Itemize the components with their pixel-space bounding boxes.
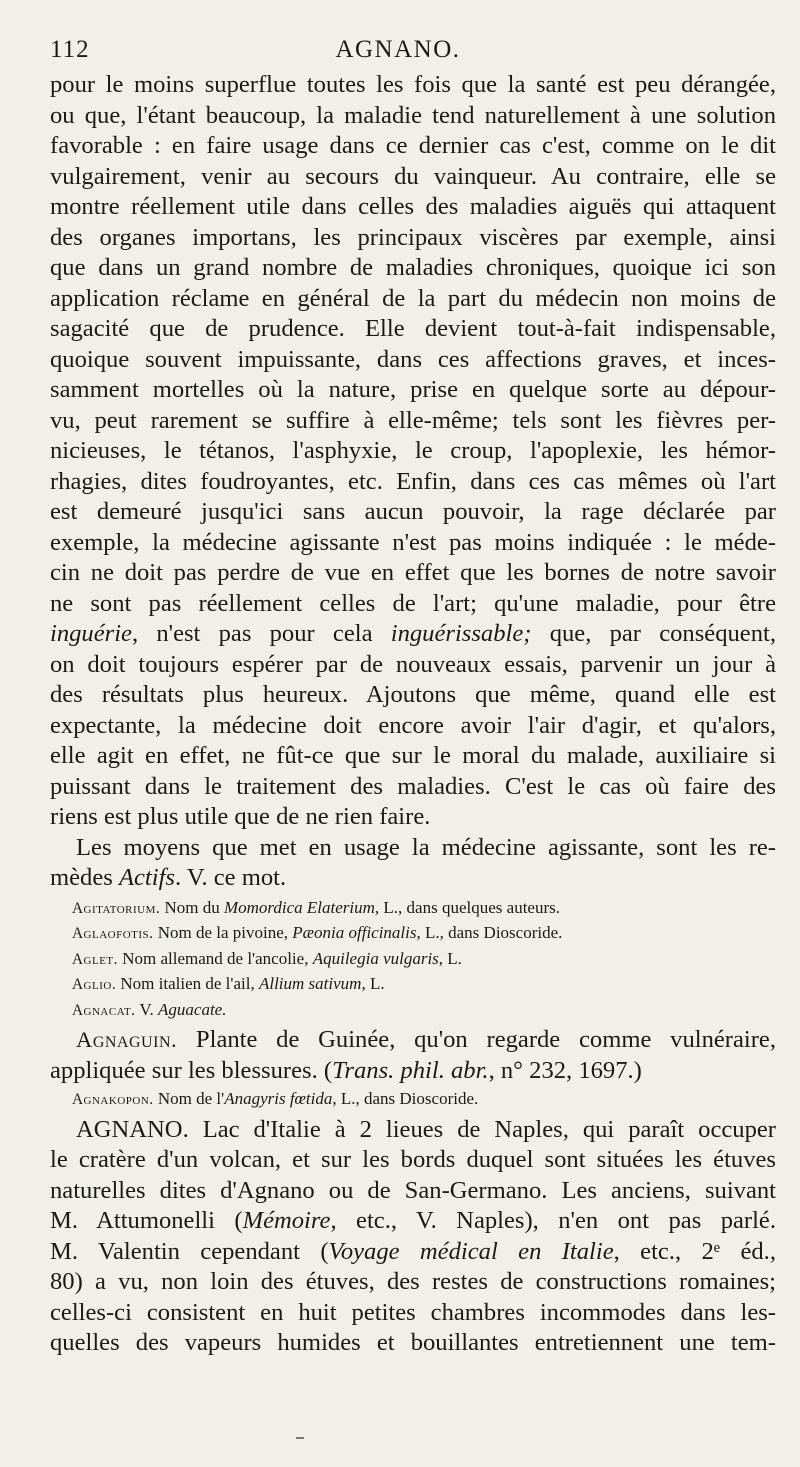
paragraph-1-line: inguérie, n'est pas pour cela inguérissable; que, par conséquent, — [50, 620, 776, 647]
agnaguin-entry-line-1: Agnaguin. Plante de Guinée, qu'on regarde comme vulnéraire, — [76, 1026, 776, 1053]
agnano-line-5: M. Valentin cependant (Voyage médical en Italie, etc., 2ᵉ éd., — [50, 1237, 776, 1265]
glossary-entry: Aglet. Nom allemand de l'ancolie, Aquilegia vulgaris, L. — [72, 948, 462, 968]
paragraph-1-line: vu, peut rarement se suffire à elle-même; tels sont les fièvres per- — [50, 406, 776, 434]
paragraph-1-line: riens est plus utile que de ne rien faire. — [50, 803, 431, 830]
paragraph-1-line: des résultats plus heureux. Ajoutons que même, quand elle est — [50, 681, 776, 708]
agnakopon-entry: Agnakopon. Nom de l'Anagyris fœtida, L., dans Dioscoride. — [72, 1089, 479, 1108]
glossary-entry: Agnacat. V. Aguacate. — [72, 999, 227, 1019]
page-header — [50, 34, 776, 70]
agnano-entry — [50, 1115, 776, 1359]
body-paragraph-1 — [50, 70, 776, 833]
agnano-line-3: naturelles dites d'Agnano ou de San-Germano. Les anciens, suivant — [50, 1176, 776, 1204]
agnano-line-6: 80) a vu, non loin des étuves, des restes de constructions romaines; — [50, 1268, 776, 1295]
paragraph-1-line: des organes importans, les principaux viscères par exemple, ainsi — [50, 223, 776, 251]
paragraph-1-line: rhagies, dites foudroyantes, etc. Enfin, dans ces cas mêmes où l'art — [50, 467, 776, 495]
paragraph-1-line: favorable : en faire usage dans ce dernier cas c'est, comme on le dit — [50, 132, 776, 159]
page-footer-dash — [296, 1437, 304, 1439]
glossary-entry: Aglio. Nom italien de l'ail, Allium sativum, L. — [72, 974, 385, 993]
paragraph-1-line: elle agit en effet, ne fût-ce que sur le moral du malade, auxiliaire si — [50, 742, 776, 769]
paragraph-1-line: montre réellement utile dans celles des maladies aiguës qui attaquent — [50, 193, 776, 220]
paragraph-1-line: que dans un grand nombre de maladies chroniques, quoique ici son — [50, 254, 776, 281]
agnano-line-1: AGNANO. Lac d'Italie à 2 lieues de Naples, qui paraît occuper — [76, 1115, 776, 1143]
paragraph-1-line: ou que, l'étant beaucoup, la maladie tend naturellement à une solution — [50, 101, 776, 129]
paragraph-1-line: cin ne doit pas perdre de vue en effet que les bornes de notre savoir — [50, 559, 776, 586]
paragraph-1-line: est demeuré jusqu'ici sans aucun pouvoir, la rage déclarée par — [50, 498, 776, 525]
agnano-line-2: le cratère d'un volcan, et sur les bords duquel sont situées les étuves — [50, 1146, 776, 1173]
paragraph-1-line: nicieuses, le tétanos, l'asphyxie, le croup, l'apoplexie, les hémor- — [50, 437, 776, 464]
paragraph-1-line: samment mortelles où la nature, prise en quelque sorte au dépour- — [50, 376, 776, 403]
paragraph-1-line: quoique souvent impuissante, dans ces affections graves, et inces- — [50, 345, 776, 373]
paragraph-1-line: pour le moins superflue toutes les fois que la santé est peu dérangée, — [50, 71, 776, 98]
paragraph-1-line: application réclame en général de la part du médecin non moins de — [50, 284, 776, 312]
paragraph-1-line: exemple, la médecine agissante n'est pas moins indiquée : le méde- — [50, 528, 776, 556]
agnano-line-8: quelles des vapeurs humides et bouillantes entretiennent une tem- — [50, 1329, 776, 1356]
paragraph-2-line-1: Les moyens que met en usage la médecine agissante, sont les re- — [76, 833, 776, 861]
paragraph-1-line: ne sont pas réellement celles de l'art; qu'une maladie, pour être — [50, 589, 776, 617]
paragraph-2-line-2: mèdes Actifs. V. ce mot. — [50, 864, 287, 891]
paragraph-1-line: puissant dans le traitement des maladies. C'est le cas où faire des — [50, 772, 776, 800]
agnaguin-entry-line-2: appliquée sur les blessures. (Trans. phil. abr., n° 232, 1697.) — [50, 1056, 642, 1084]
paragraph-1-line: sagacité que de prudence. Elle devient tout-à-fait indispensable, — [50, 315, 776, 342]
paragraph-1-line: expectante, la médecine doit encore avoir l'air d'agir, et qu'alors, — [50, 711, 776, 739]
running-title: AGNANO. — [335, 36, 461, 63]
small-entries — [50, 896, 776, 1024]
agnano-line-7: celles-ci consistent en huit petites chambres incommodes dans les- — [50, 1298, 776, 1326]
body-paragraph-2 — [50, 833, 776, 894]
agnano-line-4: M. Attumonelli (Mémoire, etc., V. Naples), n'en ont pas parlé. — [50, 1207, 776, 1234]
paragraph-1-line: on doit toujours espérer par de nouveaux essais, parvenir un jour à — [50, 650, 776, 678]
paragraph-1-line: vulgairement, venir au secours du vainqueur. Au contraire, elle se — [50, 162, 776, 190]
page-number: 112 — [50, 36, 90, 63]
glossary-entry: Agitatorium. Nom du Momordica Elaterium, L., dans quelques auteurs. — [72, 897, 560, 917]
glossary-entry: Aglaofotis. Nom de la pivoine, Pæonia officinalis, L., dans Dioscoride. — [72, 923, 563, 942]
